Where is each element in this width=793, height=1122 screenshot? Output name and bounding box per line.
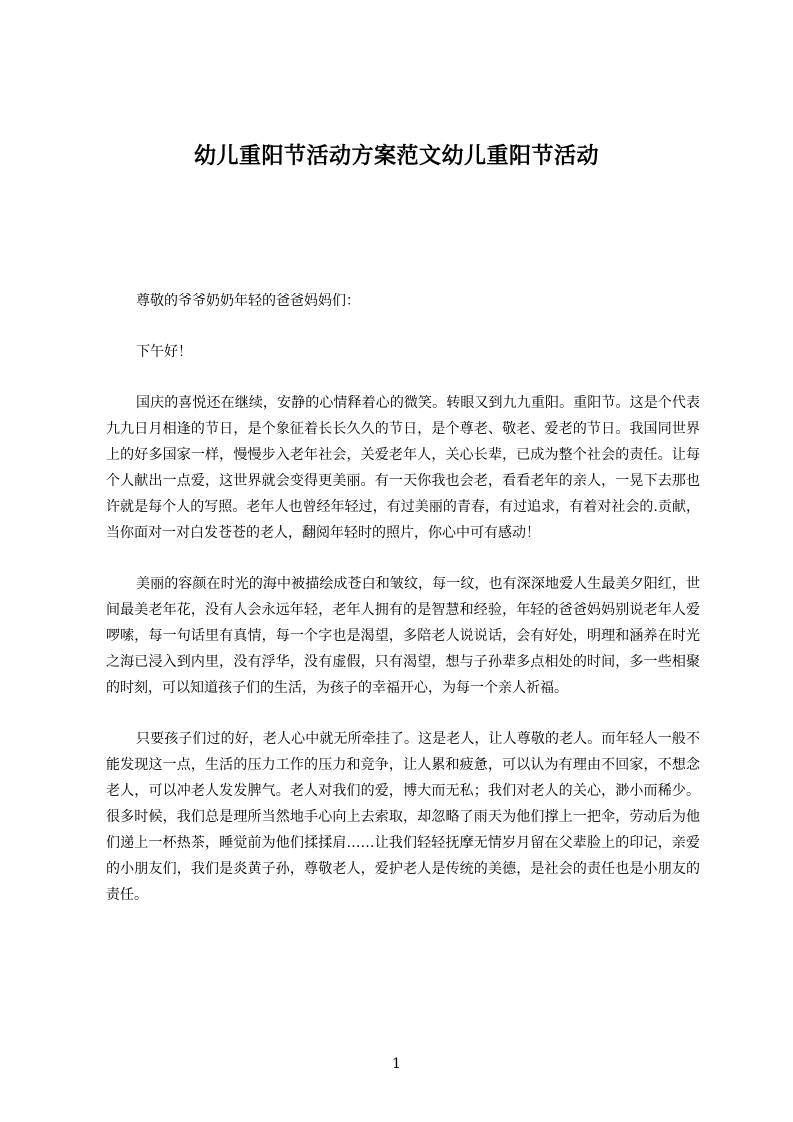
greeting: 下午好！ xyxy=(136,344,192,360)
body-paragraph: 国庆的喜悦还在继续，安静的心情释着心的微笑。转眼又到九九重阳。重阳节。这是个代表九九日月相逢的节日，是个象征着长长久久的节日，是个尊老、敬老、爱老的节日。我国同世界上的好多国家一样，慢慢步入老年社会，关爱老年人，关心长辈，已成为整个社会的责任。让每个人献出一点爱，这世界就会变得更美丽。有一天你我也会老，看看老年的亲人，一晃下去那也许就是每个人的写照。老年人也曾经年轻过，有过美丽的青春，有过追求，有着对社会的.贡献，当你面对一对白发苍苍的老人，翻阅年轻时的照片，你心中可有感动！ xyxy=(106,395,700,541)
page-number: 1 xyxy=(392,1056,401,1072)
salutation: 尊敬的爷爷奶奶年轻的爸爸妈妈们： xyxy=(136,293,360,309)
document-title: 幼儿重阳节活动方案范文幼儿重阳节活动 xyxy=(193,144,599,169)
body-paragraph: 美丽的容颜在时光的海中被描绘成苍白和皱纹，每一纹，也有深深地爱人生最美夕阳红，世间最美老年花，没有人会永远年轻，老年人拥有的是智慧和经验，年轻的爸爸妈妈别说老年人爱啰嗦，每一句话里有真情，每一个字也是渴望，多陪老人说说话，会有好处，明理和涵养在时光之海已浸入到内里，没有浮华，没有虚假，只有渴望，想与子孙辈多点相处的时间，多一些相聚的时刻，可以知道孩子们的生活，为孩子的幸福开心，为每一个亲人祈福。 xyxy=(106,576,700,696)
document-body xyxy=(106,288,700,933)
body-paragraph: 只要孩子们过的好，老人心中就无所牵挂了。这是老人，让人尊敬的老人。而年轻人一般不能发现这一点，生活的压力工作的压力和竞争，让人累和疲惫，可以认为有理由不回家，不想念老人，可以冲老人发发脾气。老人对我们的爱，博大而无私；我们对老人的关心，渺小而稀少。很多时候，我们总是理所当然地手心向上去索取，却忽略了雨天为他们撑上一把伞，劳动后为他们递上一杯热茶，睡觉前为他们揉揉肩……让我们轻轻抚摩无情岁月留在父辈脸上的印记，亲爱的小朋友们，我们是炎黄子孙，尊敬老人，爱护老人是传统的美德，是社会的责任也是小朋友的责任。 xyxy=(106,731,700,903)
